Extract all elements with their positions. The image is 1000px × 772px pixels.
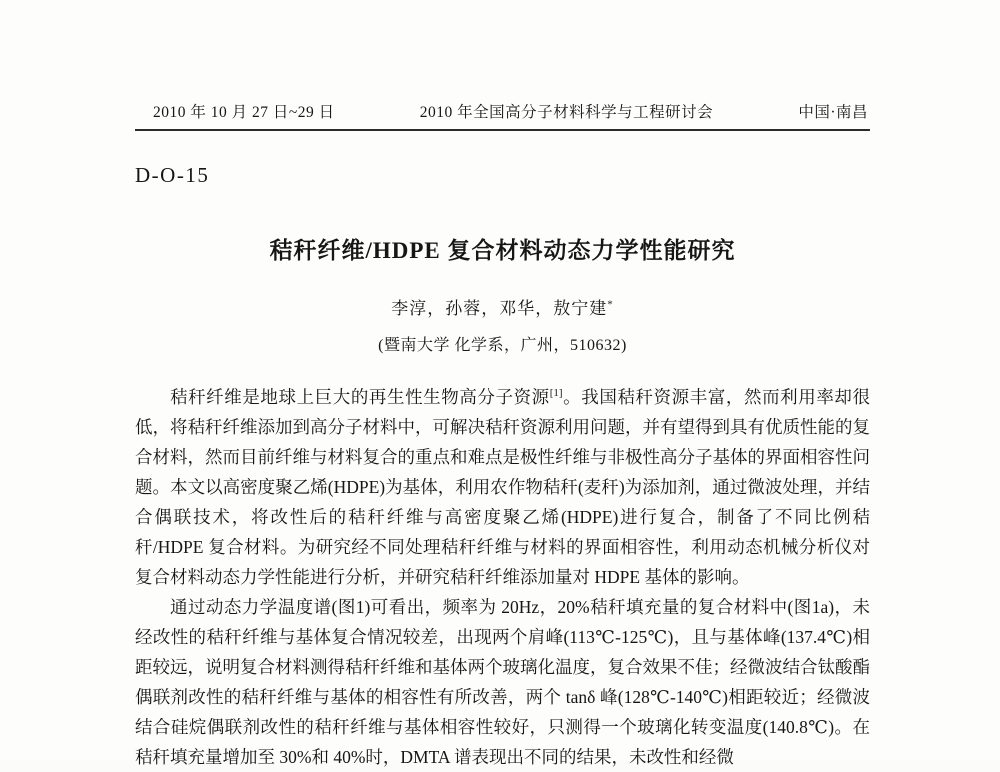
paragraph-1 xyxy=(135,382,870,592)
authors-text: 李淳，孙蓉，邓华，敖宁建 xyxy=(391,299,608,318)
reference-mark: [1] xyxy=(549,387,563,400)
paper-id: D-O-15 xyxy=(135,163,210,187)
header-conference-title: 2010 年全国高分子材料科学与工程研讨会 xyxy=(419,104,714,121)
header-date: 2010 年 10 月 27 日~29 日 xyxy=(153,104,335,121)
affiliation: (暨南大学 化学系，广州，510632) xyxy=(378,337,627,354)
corresponding-author-mark: * xyxy=(607,298,614,311)
paper-title: 秸秆纤维/HDPE 复合材料动态力学性能研究 xyxy=(269,238,736,263)
header-location: 中国·南昌 xyxy=(798,104,868,121)
paragraph-2: 通过动态力学温度谱(图1)可看出，频率为 20Hz，20%秸秆填充量的复合材料中(图1a)，未经改性的秸秆纤维与基体复合情况较差，出现两个肩峰(113℃-125℃)，且与基体峰(137.4℃)相距较远，说明复合材料测得秸秆纤维和基体两个玻璃化温度，复合效果不佳；经微波结合钛酸酯偶联剂改性的秸秆纤维与基体的相容性有所改善，两个 tanδ 峰(128℃-140℃)相距较近；经微波结合硅烷偶联剂改性的秸秆纤维与基体相容性较好，只测得一个玻璃化转变温度(140.8℃)。在秸秆填充量增加至 30%和 40%时，DMTA 谱表现出不同的结果，未改性和经微 xyxy=(135,597,870,767)
page-header xyxy=(135,100,870,131)
authors-line xyxy=(135,294,870,319)
abstract-body xyxy=(135,382,870,772)
paragraph-1-rest: 。我国秸秆资源丰富，然而利用率却很低，将秸秆纤维添加到高分子材料中，可解决秸秆资源利用问题，并有望得到具有优质性能的复合材料，然而目前纤维与材料复合的重点和难点是极性纤维与非极性高分子基体的界面相容性问题。本文以高密度聚乙烯(HDPE)为基体，利用农作物秸秆(麦秆)为添加剂，通过微波处理，并结合偶联技术，将改性后的秸秆纤维与高密度聚乙烯(HDPE)进行复合，制备了不同比例秸秆/HDPE 复合材料。为研究经不同处理秸秆纤维与材料的界面相容性，利用动态机械分析仪对复合材料动态力学性能进行分析，并研究秸秆纤维添加量对 HDPE 基体的影响。 xyxy=(135,387,871,587)
paragraph-1-lead: 秸秆纤维是地球上巨大的再生性生物高分子资源 xyxy=(170,387,550,407)
